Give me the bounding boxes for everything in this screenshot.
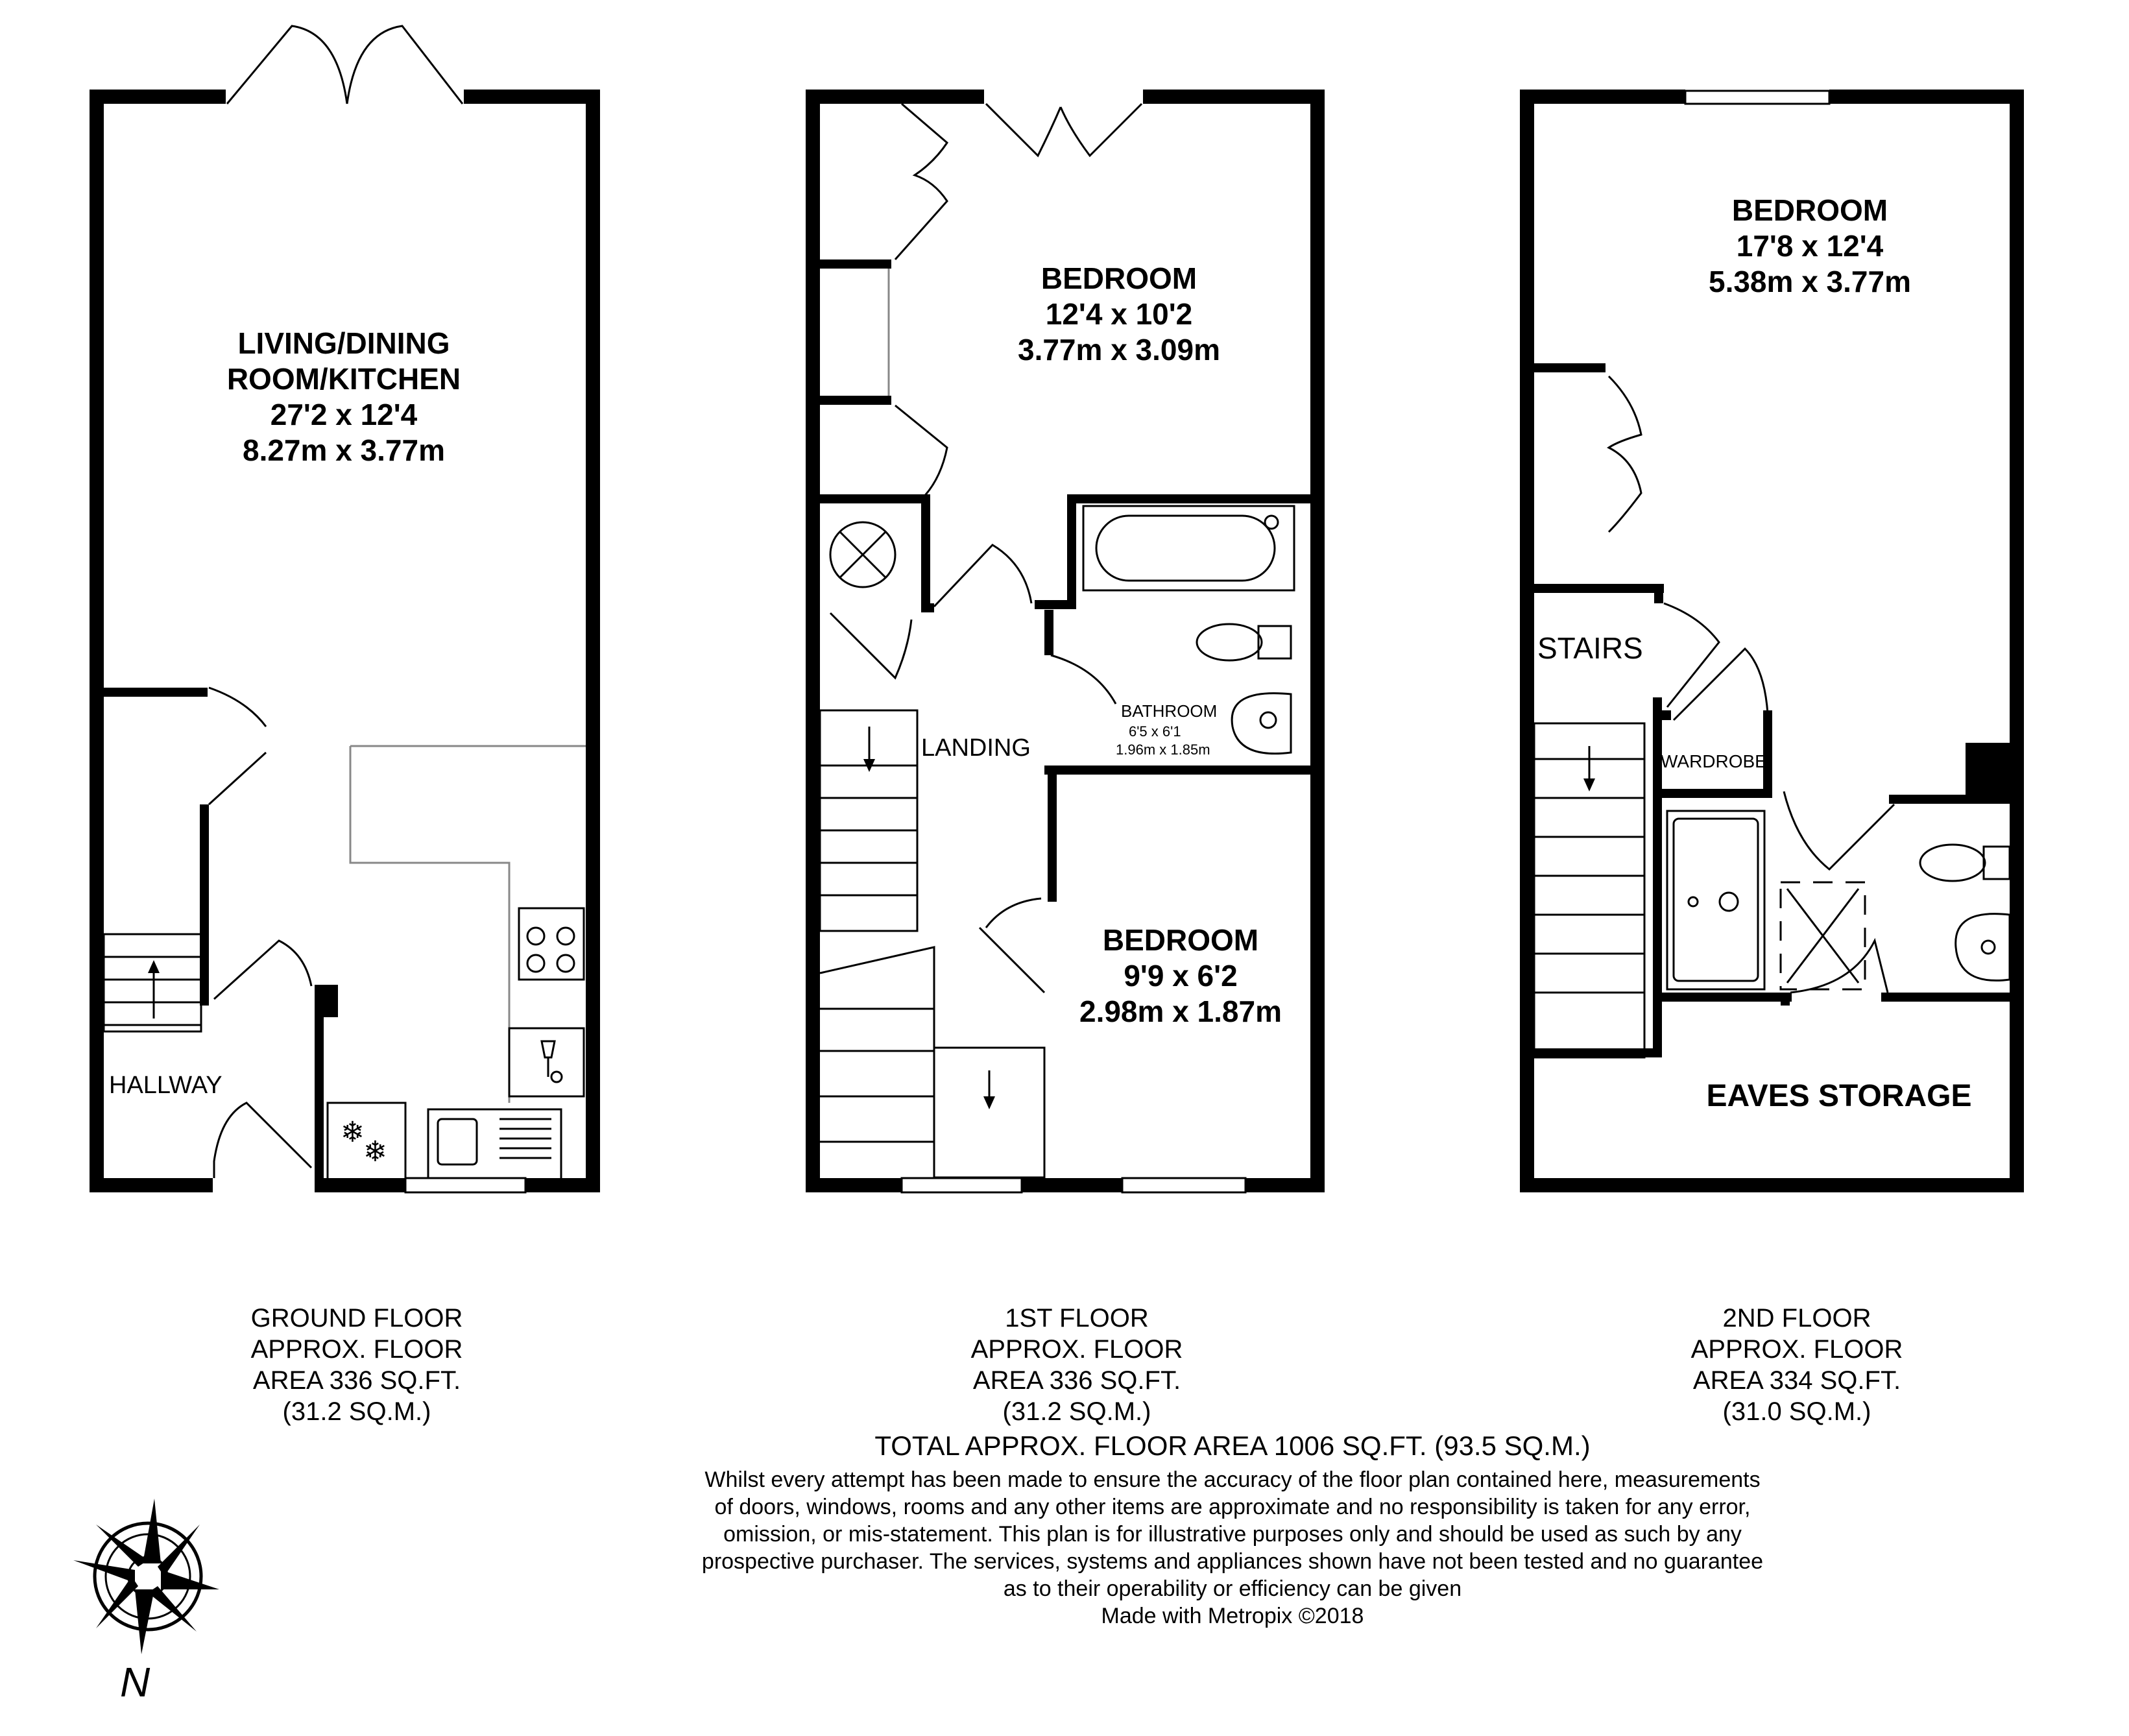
credit-line: Made with Metropix ©2018 (1101, 1604, 1364, 1628)
basin-icon (1956, 914, 2010, 981)
second-floor-area (1654, 1303, 1940, 1427)
living-room-name-line1: LIVING/DINING (237, 326, 450, 360)
bath-icon (1083, 506, 1294, 590)
ground-floor-area-line2: AREA 336 SQ.FT. (252, 1366, 461, 1395)
bedroom2-name: BEDROOM (1102, 923, 1259, 957)
compass-rose-icon (73, 1499, 219, 1654)
disclaimer-line: as to their operability or efficiency can be given (1003, 1576, 1462, 1601)
stairs-label: STAIRS (1537, 631, 1643, 665)
hallway-label: HALLWAY (109, 1072, 223, 1099)
first-floor-area-line2: AREA 336 SQ.FT. (972, 1366, 1181, 1395)
living-room-name-line2: ROOM/KITCHEN (226, 362, 461, 396)
stairs-icon (820, 710, 1044, 1177)
second-floor-area-line1: APPROX. FLOOR (1690, 1335, 1903, 1364)
ground-floor-title: GROUND FLOOR (250, 1304, 463, 1332)
disclaimer (584, 1466, 1881, 1630)
bedroom1-metric: 3.77m x 3.09m (1017, 333, 1221, 367)
compass-north-label: N (120, 1659, 150, 1706)
second-floor-area-line2: AREA 334 SQ.FT. (1692, 1366, 1901, 1395)
boiler-icon (830, 522, 895, 587)
living-room-imperial: 27'2 x 12'4 (270, 398, 418, 431)
disclaimer-line: Whilst every attempt has been made to ensure the accuracy of the floor plan contained here, measurements (704, 1467, 1761, 1492)
first-floor-area-line1: APPROX. FLOOR (970, 1335, 1183, 1364)
landing-label: LANDING (921, 734, 1031, 762)
bedroom2-metric: 2.98m x 1.87m (1079, 995, 1282, 1028)
svg-text:❄: ❄ (363, 1136, 387, 1168)
bedroom1-name: BEDROOM (1040, 261, 1197, 295)
bathroom-metric: 1.96m x 1.85m (1116, 741, 1210, 758)
basin-icon (1232, 693, 1291, 754)
bedroom3-name: BEDROOM (1731, 193, 1888, 227)
living-room-metric: 8.27m x 3.77m (242, 433, 446, 467)
ground-floor-area-line1: APPROX. FLOOR (250, 1335, 463, 1364)
bedroom1-imperial: 12'4 x 10'2 (1045, 297, 1193, 331)
wc-icon (1920, 845, 2010, 881)
shower-icon (1667, 811, 1764, 989)
second-floor-area-line3: (31.0 SQ.M.) (1722, 1397, 1871, 1426)
stairs-icon (104, 934, 201, 1031)
ground-floor-area-line3: (31.2 SQ.M.) (282, 1397, 431, 1426)
bedroom2-imperial: 9'9 x 6'2 (1124, 959, 1238, 993)
bedroom3-imperial: 17'8 x 12'4 (1736, 229, 1884, 263)
second-floor-title: 2ND FLOOR (1722, 1304, 1871, 1332)
ground-floor-area (214, 1303, 499, 1427)
disclaimer-line: prospective purchaser. The services, systems and appliances shown have not been tested and no guarantee (701, 1549, 1764, 1574)
stairs-icon (1534, 723, 1644, 1057)
bedroom3-metric: 5.38m x 3.77m (1708, 265, 1912, 298)
eaves-storage-label: EAVES STORAGE (1706, 1079, 1972, 1113)
disclaimer-line: of doors, windows, rooms and any other items are approximate and no responsibility is taken for any error, (714, 1495, 1751, 1519)
wc-icon (1197, 624, 1291, 660)
hob-icon (519, 908, 584, 980)
second-floor-plan (1520, 90, 2024, 1192)
first-floor-area (934, 1303, 1220, 1427)
french-doors-icon (227, 26, 463, 104)
total-floor-area: TOTAL APPROX. FLOOR AREA 1006 SQ.FT. (93.5 SQ.M.) (874, 1430, 1591, 1461)
svg-text:❄: ❄ (341, 1116, 365, 1148)
disclaimer-line: omission, or mis-statement. This plan is for illustrative purposes only and should be used as such by any (723, 1522, 1742, 1547)
bathroom-imperial: 6'5 x 6'1 (1129, 723, 1181, 740)
bathroom-label: BATHROOM (1121, 701, 1218, 721)
wardrobe-label: WARDROBE (1661, 751, 1767, 771)
first-floor-title: 1ST FLOOR (1005, 1304, 1149, 1332)
first-floor-plan (806, 90, 1325, 1192)
oven-icon (509, 1028, 584, 1096)
french-doors-icon (986, 104, 1142, 156)
first-floor-area-line3: (31.2 SQ.M.) (1002, 1397, 1151, 1426)
sink-icon (428, 1109, 561, 1181)
ground-floor-plan (90, 26, 600, 1192)
velux-window-icon (1781, 882, 1865, 989)
fridge-freezer-icon (328, 1103, 405, 1181)
